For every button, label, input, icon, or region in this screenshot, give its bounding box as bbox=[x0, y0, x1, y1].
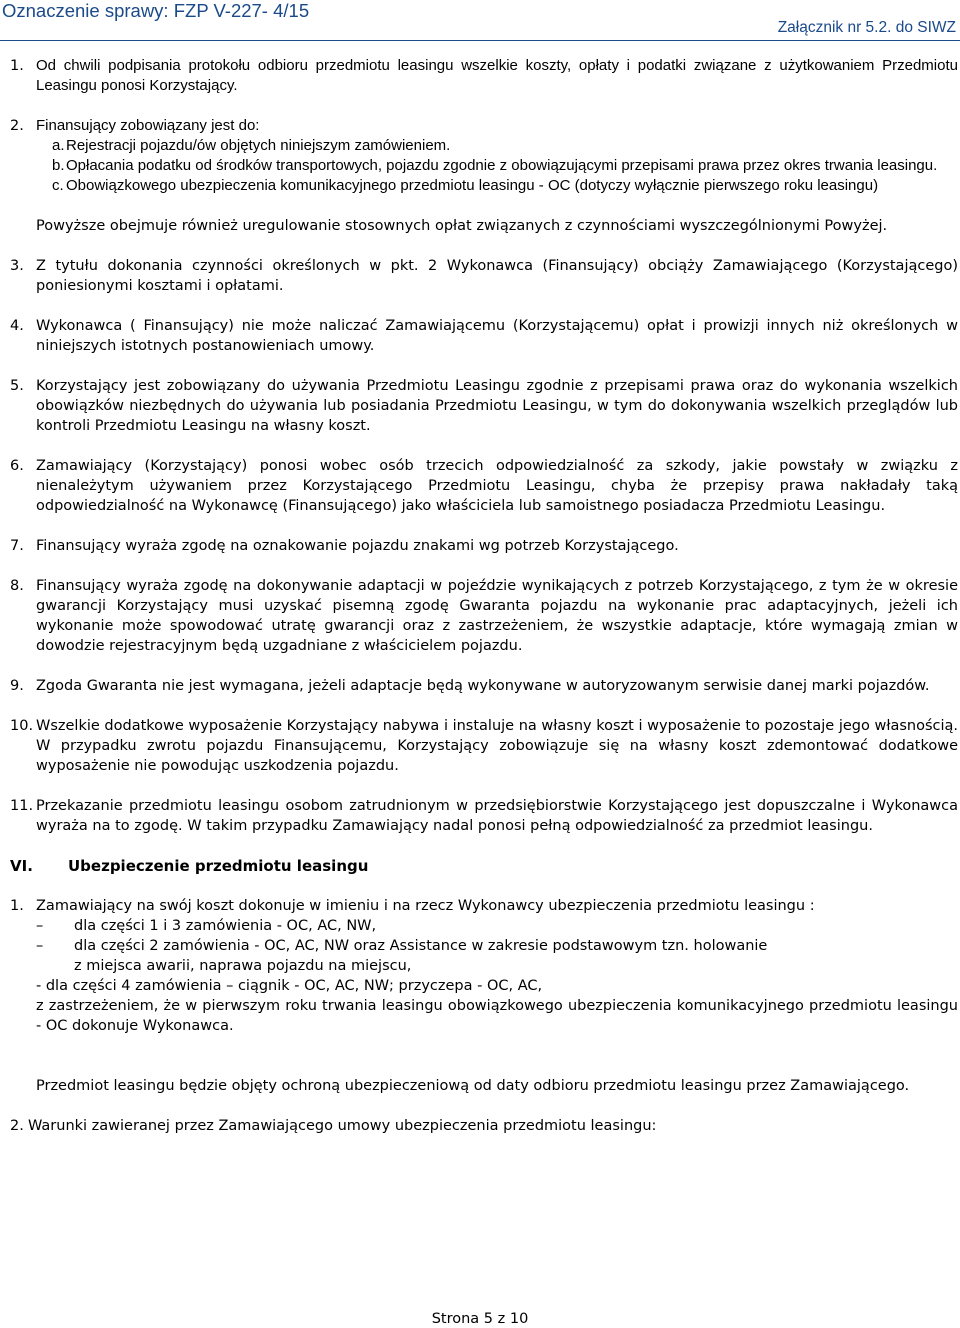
clause-number: 10. bbox=[10, 718, 34, 734]
dash-item-1: – dla części 1 i 3 zamówienia - OC, AC, NW, bbox=[36, 918, 377, 934]
section-title: Ubezpieczenie przedmiotu leasingu bbox=[68, 857, 369, 875]
section-heading bbox=[10, 856, 958, 876]
clause-text: Z tytułu dokonania czynności określonych w pkt. 2 Wykonawca (Finansujący) obciąży Zamawiającego (Korzystającego) poniesionymi kosztami i opłatami. bbox=[36, 258, 958, 294]
page-header bbox=[0, 0, 960, 42]
clause-text: Finansujący wyraża zgodę na dokonywanie adaptacji w pojeździe wynikających z potrzeb Korzystającego, z tym że w okresie gwarancji Korzystający musi uzyskać pisemną zgodę Gwaranta pojazdu na wykonanie prac adaptacyjnych, jeżeli ich wykonanie może spowodować utratę gwarancji oraz z zastrzeżeniem, że wszystkie adaptacje, które wymagają zmian w dowodzie rejestracyjnym będą uzgadniane z właścicielem pojazdu. bbox=[36, 578, 958, 654]
sub-letter: c. bbox=[52, 177, 64, 194]
clause-1 bbox=[10, 56, 958, 96]
clause-number: 1. bbox=[10, 58, 24, 74]
sub-text: Opłacania podatku od środków transportowych, pojazdu zgodnie z obowiązującymi przepisami prawa przez okres trwania leasingu. bbox=[66, 157, 938, 174]
clause-text: Finansujący wyraża zgodę na oznakowanie pojazdu znakami wg potrzeb Korzystającego. bbox=[36, 538, 679, 554]
clause-text: Zamawiający (Korzystający) ponosi wobec osób trzecich odpowiedzialność za szkody, jakie powstały w związku z nienależytym używaniem przez Korzystającego Przedmiotu Leasingu, chyba że przepisy prawa nakładały taką odpowiedzialność na Wykonawcę (Finansującego) jako właściciela lub samoistnego posiadacza Przedmiotu Leasingu. bbox=[36, 458, 958, 514]
clause-text: Warunki zawieranej przez Zamawiającego umowy ubezpieczenia przedmiotu leasingu: bbox=[28, 1118, 657, 1134]
clause-8 bbox=[10, 576, 958, 656]
clause-4 bbox=[10, 316, 958, 356]
clause-number: 2. bbox=[10, 118, 24, 134]
clause-7 bbox=[10, 536, 958, 556]
clause-text: Wszelkie dodatkowe wyposażenie Korzystający nabywa i instaluje na własny koszt i wyposażenie to pozostaje jego własnością. W przypadku zwrotu pojazdu Finansującemu, Korzystający zobowiązuje się na własny koszt zdemontować dodatkowe wyposażenie nie powodując uszkodzenia pojazdu. bbox=[36, 718, 958, 774]
clause-2a bbox=[36, 136, 958, 156]
clause-text: Zgoda Gwaranta nie jest wymagana, jeżeli adaptacje będą wykonywane w autoryzowanym serwisie danej marki pojazdów. bbox=[36, 678, 930, 694]
sub-letter: a. bbox=[52, 137, 65, 154]
dash-item-2-continued: z miejsca awarii, naprawa pojazdu na miejscu, bbox=[74, 958, 412, 974]
document-body bbox=[10, 56, 958, 1136]
clause-number: 8. bbox=[10, 578, 24, 594]
dash-item-2: – dla części 2 zamówienia - OC, AC, NW oraz Assistance w zakresie podstawowym tzn. holowanie bbox=[36, 938, 768, 954]
clause-number: 7. bbox=[10, 538, 24, 554]
sub-text: Rejestracji pojazdu/ów objętych niniejszym zamówieniem. bbox=[66, 137, 451, 154]
clause-number: 2. bbox=[10, 1118, 24, 1134]
attachment-label: Załącznik nr 5.2. do SIWZ bbox=[777, 19, 956, 36]
clause-2b bbox=[36, 156, 958, 176]
note-above: Powyższe obejmuje również uregulowanie stosownych opłat związanych z czynnościami wyszczególnionymi Powyżej. bbox=[36, 218, 888, 234]
clause-number: 4. bbox=[10, 318, 24, 334]
section-number: VI. bbox=[10, 857, 33, 875]
clause-number: 3. bbox=[10, 258, 24, 274]
sub-letter: b. bbox=[52, 157, 65, 174]
clause-3 bbox=[10, 256, 958, 296]
dash-text: dla części 1 i 3 zamówienia - OC, AC, NW, bbox=[74, 918, 377, 934]
insurance-reservation: z zastrzeżeniem, że w pierwszym roku trwania leasingu obowiązkowego ubezpieczenia komunikacyjnego przedmiotu leasingu - OC dokonuje Wykonawca. bbox=[36, 998, 958, 1034]
insurance-clause-2 bbox=[10, 1116, 958, 1136]
clause-body bbox=[36, 896, 958, 1036]
clause-text: Zamawiający na swój koszt dokonuje w imieniu i na rzecz Wykonawcy ubezpieczenia przedmiotu leasingu : bbox=[36, 898, 815, 914]
clause-2c bbox=[36, 176, 958, 196]
insurance-clause-1 bbox=[10, 896, 958, 1036]
clause-9 bbox=[10, 676, 958, 696]
clause-text: Korzystający jest zobowiązany do używania Przedmiotu Leasingu zgodnie z przepisami prawa oraz do wykonania wszelkich obowiązków niezbędnych do używania lub posiadania Przedmiotu Leasingu, w tym do dokonywania wszelkich przeglądów lub kontroli Przedmiotu Leasingu na własny koszt. bbox=[36, 378, 958, 434]
clause-number: 1. bbox=[10, 898, 24, 914]
clause-number: 6. bbox=[10, 458, 24, 474]
clause-text: Przekazanie przedmiotu leasingu osobom zatrudnionym w przedsiębiorstwie Korzystającego jest dopuszczalne i Wykonawca wyraża na to zgodę. W takim przypadku Zamawiający nadal ponosi pełną odpowiedzialność za przedmiot leasingu. bbox=[36, 798, 958, 834]
clause-6 bbox=[10, 456, 958, 516]
header-rule bbox=[0, 40, 960, 41]
clause-5 bbox=[10, 376, 958, 436]
page-number: Strona 5 z 10 bbox=[431, 1311, 529, 1327]
clause-text: Od chwili podpisania protokołu odbioru przedmiotu leasingu wszelkie koszty, opłaty i podatki związane z użytkowaniem Przedmiotu Leasingu ponosi Korzystający. bbox=[36, 57, 958, 94]
clause-2 bbox=[10, 116, 958, 136]
clause-number: 9. bbox=[10, 678, 24, 694]
clause-number: 5. bbox=[10, 378, 24, 394]
case-reference: Oznaczenie sprawy: FZP V-227- 4/15 bbox=[2, 0, 310, 21]
clause-10 bbox=[10, 716, 958, 776]
dash-text: dla części 2 zamówienia - OC, AC, NW oraz Assistance w zakresie podstawowym tzn. holowanie bbox=[74, 938, 768, 954]
clause-text: Wykonawca ( Finansujący) nie może naliczać Zamawiającemu (Korzystającemu) opłat i prowizji innych niż określonych w niniejszych istotnych postanowieniach umowy. bbox=[36, 318, 958, 354]
sub-text: Obowiązkowego ubezpieczenia komunikacyjnego przedmiotu leasingu - OC (dotyczy wyłącznie pierwszego roku leasingu) bbox=[66, 177, 879, 194]
clause-text: Finansujący zobowiązany jest do: bbox=[36, 117, 260, 134]
dash-item-3: - dla części 4 zamówienia – ciągnik - OC, AC, NW; przyczepa - OC, AC, bbox=[36, 978, 543, 994]
clause-11 bbox=[10, 796, 958, 836]
clause-number: 11. bbox=[10, 798, 34, 814]
insurance-cover-note: Przedmiot leasingu będzie objęty ochroną ubezpieczeniową od daty odbioru przedmiotu leasingu przez Zamawiającego. bbox=[36, 1078, 910, 1094]
